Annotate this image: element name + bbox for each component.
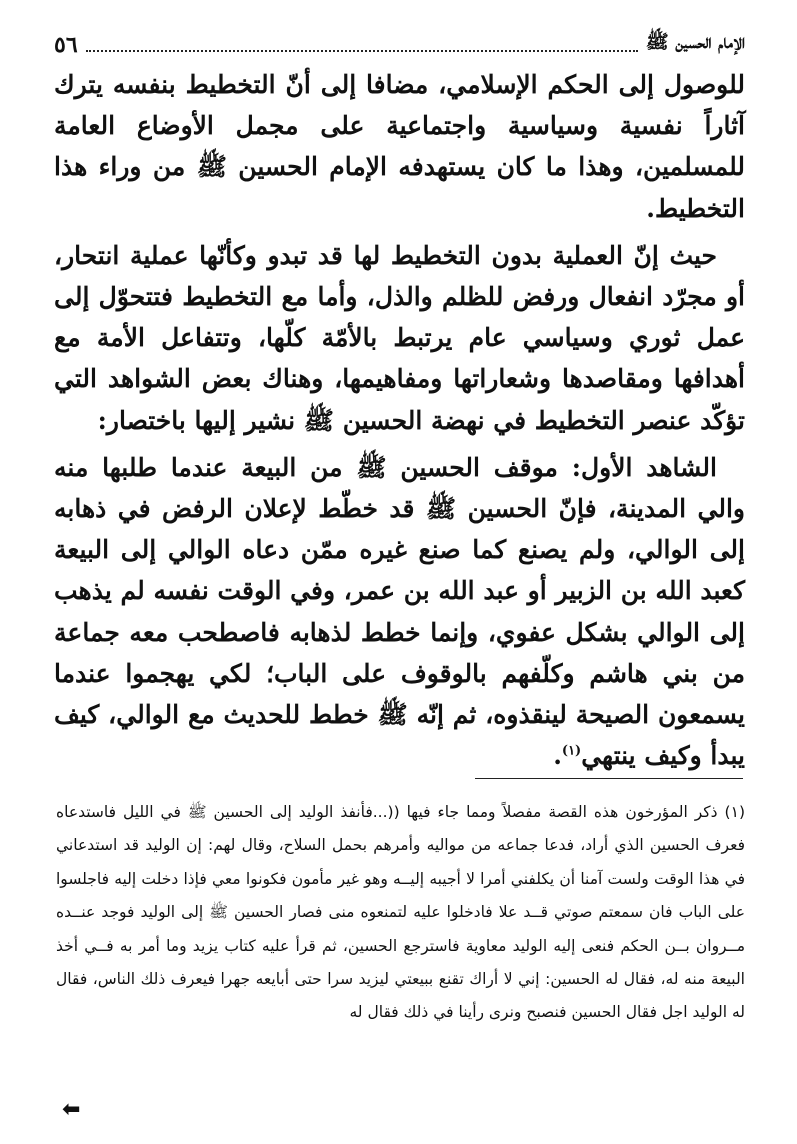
footnote-reference[interactable]: (١) — [561, 743, 582, 759]
paragraph-1: للوصول إلى الحكم الإسلامي، مضافا إلى أنّ التخطيط بنفسه يترك آثاراً نفسية وسياسية واجتماعية على مجمل الأوضاع العامة للمسلمين، وهذا ما كان يستهدفه الإمام الحسين ﷺ من وراء هذا التخطيط. — [54, 70, 745, 223]
paragraph-2: حيث إنّ العملية بدون التخطيط لها قد تبدو وكأنّها عملية انتحار، أو مجرّد انفعال ورفض للظلم والذل، وأما مع التخطيط فتتحوّل إلى عمل ثوري وسياسي عام يرتبط بالأمّة كلّها، وتتفاعل الأمة مع أهدافها ومقاصدها وشعاراتها ومفاهيمها، وهناك بعض الشواهد التي تؤكّد عنصر التخطيط في نهضة الحسين ﷺ نشير إليها باختصار: — [54, 240, 745, 435]
header-title: الإمام الحسين ﷺ — [645, 31, 745, 53]
running-header — [54, 28, 745, 58]
header-dotted-leader — [86, 50, 638, 52]
paragraph-3 — [54, 447, 745, 777]
footnote-separator — [475, 778, 743, 779]
page-number: ٥٦ — [54, 32, 78, 58]
footnote — [56, 796, 745, 1030]
paragraph-3-text: الشاهد الأول: موقف الحسين ﷺ من البيعة عندما طلبها منه والي المدينة، فإنّ الحسين ﷺ قد خطّط لإعلان الرفض في ذهابه إلى الوالي، ولم يصنع كما صنع غيره ممّن دعاه الوالي إلى البيعة كعبد الله بن الزبير أو عبد الله بن عمر، وفي الوقت نفسه لم يذهب إلى الوالي بشكل عفوي، وإنما خطط لذهابه فاصطحب معه جماعة من بني هاشم وكلّفهم بالوقوف على الباب؛ لكي يهجموا عندما يسمعون الصيحة لينقذوه، ثم إنّه ﷺ خطط للحديث مع الوالي، كيف يبدأ وكيف ينتهي — [54, 452, 745, 771]
footnote-text: (١) ذكر المؤرخون هذه القصة مفصلاً ومما جاء فيها ((...فأنفذ الوليد إلى الحسين ﷺ في الليل فاستدعاه فعرف الحسين الذي أراد، فدعا جماعه من مواليه وأمرهم بحمل السلاح، وقال لهم: إن الوليد قد استدعاني في هذا الوقت ولست آمنا أن يكلفني أمرا لا أجيبه إليــه وهو غير مأمون فكونوا معي فإذا دخلت إليه فاجلسوا على الباب فان سمعتم صوتي قــد علا فادخلوا عليه لتمنعوه منى فصار الحسين ﷺ إلى الوليد فوجد عنــده مــروان بــن الحكم فنعى إليه الوليد معاوية فاسترجع الحسين، ثم قرأ عليه كتاب يزيد وما أمر به فــي أخذ البيعة منه له، فقال له الحسين: إني لا أراك تقنع ببيعتي ليزيد سرا حتى أبايعه جهرا فيعرف ذلك الناس، فقال له الوليد اجل فقال الحسين فنصبح ونرى رأينا في ذلك فقال له — [56, 803, 745, 1022]
paragraph-3-period: . — [553, 741, 562, 771]
main-text — [54, 64, 745, 782]
continue-arrow-icon: ⬅ — [62, 1097, 81, 1122]
